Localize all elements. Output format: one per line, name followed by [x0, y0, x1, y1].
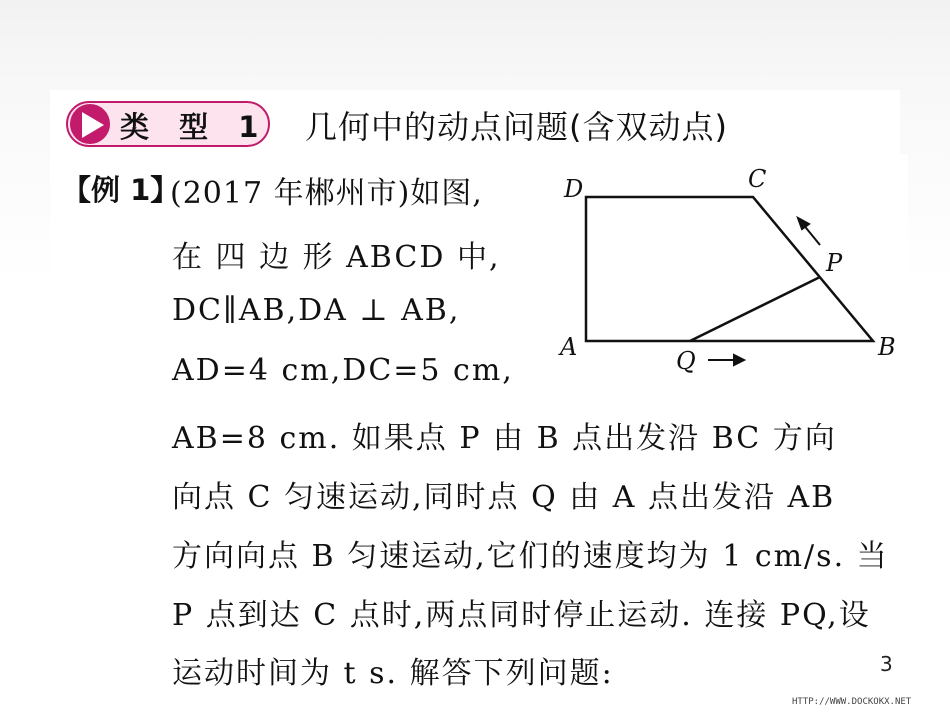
label-p: P	[826, 249, 843, 277]
example-line-2: 在 四 边 形 ABCD 中,	[172, 240, 501, 275]
segment-pq	[690, 277, 820, 341]
label-d: D	[564, 175, 584, 203]
example-line-3: DC∥AB,DA ⊥ AB,	[172, 293, 461, 328]
example-line-8: P 点到达 C 点时,两点同时停止运动. 连接 PQ,设	[172, 598, 871, 633]
example-line-9: 运动时间为 t s. 解答下列问题:	[172, 656, 614, 691]
example-line-4: AD=4 cm,DC=5 cm,	[172, 353, 514, 388]
example-label: 【例 1】	[62, 173, 180, 207]
page-number: 3	[880, 652, 893, 676]
label-a: A	[560, 333, 578, 361]
label-b: B	[878, 333, 896, 361]
example-line-7: 方向向点 B 匀速运动,它们的速度均为 1 cm/s. 当	[172, 539, 889, 574]
label-q: Q	[676, 347, 696, 375]
label-c: C	[748, 165, 767, 193]
trapezoid-figure	[548, 155, 908, 380]
type-badge	[66, 101, 270, 147]
example-line-6: 向点 C 匀速运动,同时点 Q 由 A 点出发沿 AB	[172, 480, 836, 515]
section-title: 几何中的动点问题(含双动点)	[305, 108, 728, 146]
example-line-5: AB=8 cm. 如果点 P 由 B 点出发沿 BC 方向	[172, 421, 837, 456]
play-arrow-icon	[70, 104, 110, 144]
example-line-1: (2017 年郴州市)如图,	[170, 176, 483, 211]
type-label: 类 型 1	[120, 110, 269, 144]
watermark: HTTP://WWW.DOCKOKX.NET	[792, 697, 912, 707]
